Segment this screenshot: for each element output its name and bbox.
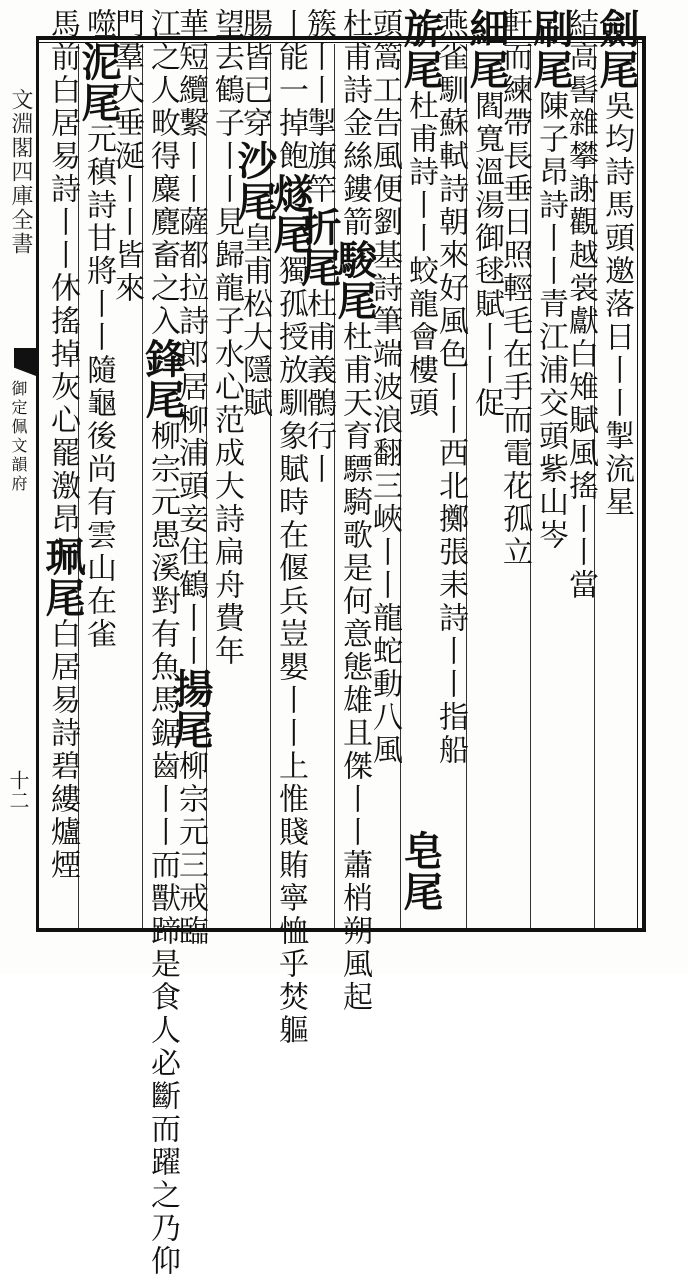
text-column xyxy=(527,8,574,880)
text-column xyxy=(39,8,86,882)
entry-headword: 劍尾 xyxy=(593,8,640,90)
entry-headword: 駿尾 xyxy=(331,239,378,321)
frame-right-rule xyxy=(642,36,646,932)
entry-headword: 珮尾 xyxy=(39,536,86,618)
entry-text: 吳均詩馬頭邀落日丨丨掣流星 xyxy=(599,90,634,519)
text-column xyxy=(593,8,640,880)
entry-text: 江之人畋得麋麑畜之入 xyxy=(145,8,180,338)
entry-headword: 皂尾 xyxy=(397,830,444,912)
text-column xyxy=(397,830,444,912)
entry-text: 杜甫詩金絲鏤箭 xyxy=(337,8,372,239)
entry-text: 軒而練帶長垂日照輕毛在手而電花孤立 xyxy=(497,8,532,569)
entry-text: 頭篙工告風便劉基詩筆端波浪翻三峽丨丨龍蛇動八風 xyxy=(367,8,402,767)
entry-text: 簇丨丨掣旗竿 xyxy=(301,8,336,206)
entry-headword: 細尾 xyxy=(463,8,510,90)
entry-text: 杜甫天育驃騎歌是何意態雄且傑丨丨蕭梢朔風起 xyxy=(337,321,372,1014)
entry-text: 杜甫義鶻行丨 xyxy=(301,288,336,486)
entry-text: 獨孤授放馴象賦時在偃兵豈嬰丨丨上惟賤賄寧恤乎焚軀 xyxy=(273,255,308,1047)
gutter-collection-title: 文淵閣四庫全書 xyxy=(8,88,33,256)
entry-text: 皇甫松大隱賦 xyxy=(237,222,272,420)
fish-tail-mark-icon xyxy=(14,348,36,376)
entry-headword: 折尾 xyxy=(295,206,342,288)
entry-text: 白居易詩碧縷爐煙 xyxy=(45,618,80,882)
entry-text: 閻寬溫湯御毬賦丨丨促 xyxy=(469,90,504,420)
entry-headword: 鋒尾 xyxy=(139,338,186,420)
entry-text: 噬 xyxy=(81,8,116,41)
entry-headword: 泥尾 xyxy=(75,41,122,123)
entry-text: 柳宗元三戒臨 xyxy=(173,750,208,948)
folio-number: 十二 xyxy=(6,770,30,810)
entry-text: 結高髻雜攀謝觀越裳獻白雉賦風搖丨丨當 xyxy=(563,8,598,602)
entry-text: 馬前白居易詩丨丨休搖掉灰心罷激昂 xyxy=(45,8,80,536)
entry-text: 柳宗元愚溪對有魚馬鋸齒丨丨而獸蹄是食人必斷而躍之乃仰 xyxy=(145,420,180,1278)
entry-text: 華短纜繫丨丨薩都拉詩郎居柳浦頭妾住鶴丨丨 xyxy=(173,8,208,668)
frame-right-inner-rule xyxy=(637,40,638,928)
entry-headword: 揚尾 xyxy=(167,668,214,750)
entry-text: 望去鶴子丨丨見歸龍子水心范成大詩扁舟費年 xyxy=(209,8,244,668)
gutter-book-title: 御定佩文韻府 xyxy=(9,380,28,494)
entry-text: 丨能一掉飽 xyxy=(273,8,308,173)
text-column xyxy=(331,8,378,1014)
entry-headword: 旂尾 xyxy=(397,8,444,90)
entry-text: 燕雀馴蘇軾詩朝來好風色丨丨西北擲張耒詩丨丨指船 xyxy=(433,8,468,767)
text-column xyxy=(75,8,122,880)
text-column xyxy=(463,8,510,880)
entry-headword: 沙尾 xyxy=(231,140,278,222)
entry-text: 元稹詩甘將丨丨隨龜後尚有雲山在雀 xyxy=(81,123,116,651)
text-column xyxy=(267,8,314,1047)
entry-text: 杜甫詩丨丨蛟龍會樓頭 xyxy=(403,90,438,420)
entry-text: 陳子昂詩丨丨青江浦交頭紫山岑 xyxy=(533,90,568,552)
entry-text: 門羣犬垂涎丨丨皆來 xyxy=(109,8,144,305)
entry-headword: 刷尾 xyxy=(527,8,574,90)
entry-headword: 燧尾 xyxy=(267,173,314,255)
entry-text: 腸皆已穿 xyxy=(237,8,272,140)
text-column xyxy=(139,8,186,1278)
page-gutter xyxy=(0,40,36,930)
frame-left-rule xyxy=(36,36,39,932)
